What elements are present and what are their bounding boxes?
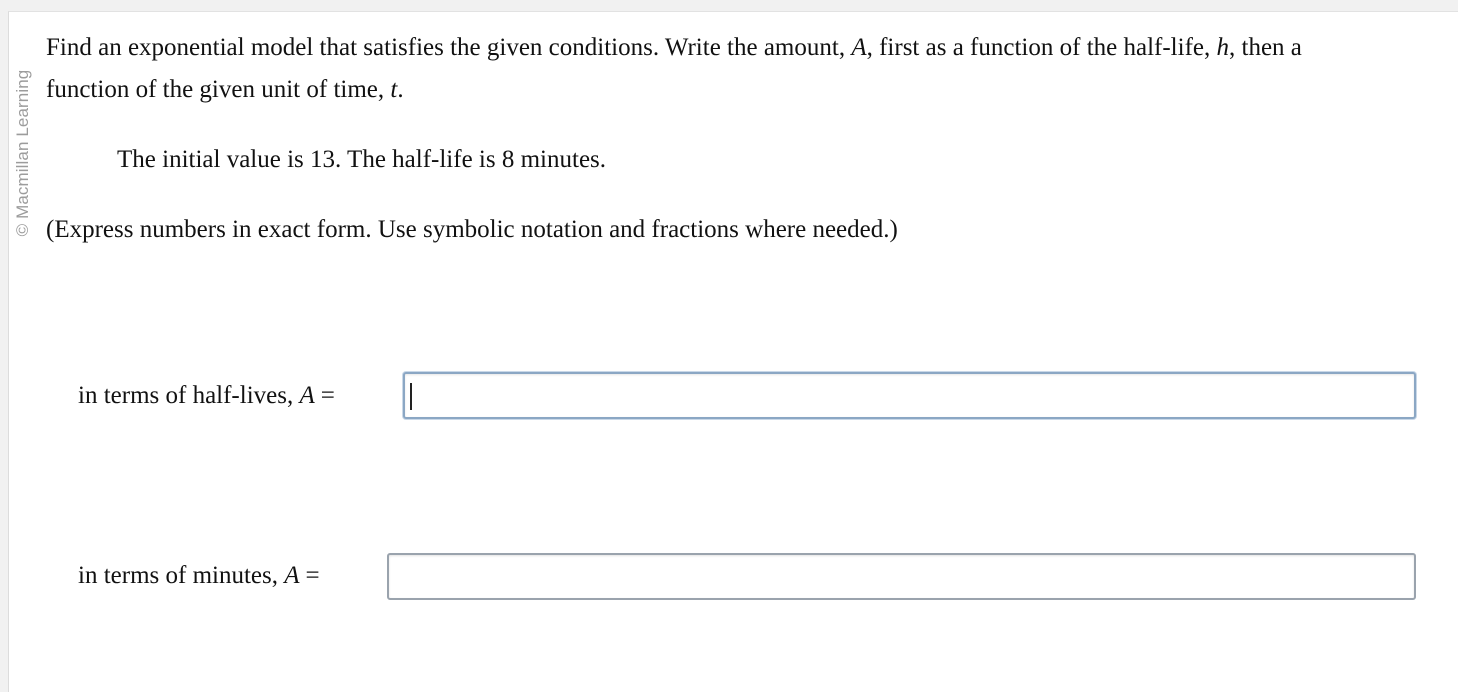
- instruction-note: (Express numbers in exact form. Use symbolic notation and fractions where needed.): [46, 216, 898, 243]
- minutes-equals: =: [305, 562, 320, 589]
- minutes-answer-input[interactable]: [387, 553, 1416, 600]
- minutes-label: [78, 555, 320, 597]
- question-text-d: function of the given unit of time,: [46, 76, 391, 103]
- minutes-label-text: in terms of minutes,: [78, 562, 285, 589]
- text-cursor: [410, 383, 412, 410]
- question-text-line-1: [46, 27, 1302, 69]
- question-text-line-2: [46, 69, 404, 111]
- given-conditions: The initial value is 13. The half-life is 8 minutes.: [117, 146, 607, 173]
- half-lives-equals: =: [320, 382, 335, 409]
- question-text-e: .: [397, 76, 404, 103]
- question-text-a: Find an exponential model that satisfies the given conditions. Write the amount,: [46, 34, 852, 61]
- variable-amount: A: [851, 34, 867, 61]
- minutes-variable: A: [284, 562, 300, 589]
- copyright-watermark: [10, 42, 36, 264]
- question-text-b: , first as a function of the half-life,: [866, 34, 1217, 61]
- half-lives-label: [78, 375, 335, 417]
- half-lives-answer-input[interactable]: [403, 372, 1416, 419]
- variable-time: t: [390, 76, 398, 103]
- variable-half-life: h: [1216, 34, 1229, 61]
- question-text-c: , then a: [1229, 34, 1302, 61]
- half-lives-label-text: in terms of half-lives,: [78, 382, 300, 409]
- watermark-text: © Macmillan Learning: [13, 69, 32, 237]
- half-lives-variable: A: [299, 382, 315, 409]
